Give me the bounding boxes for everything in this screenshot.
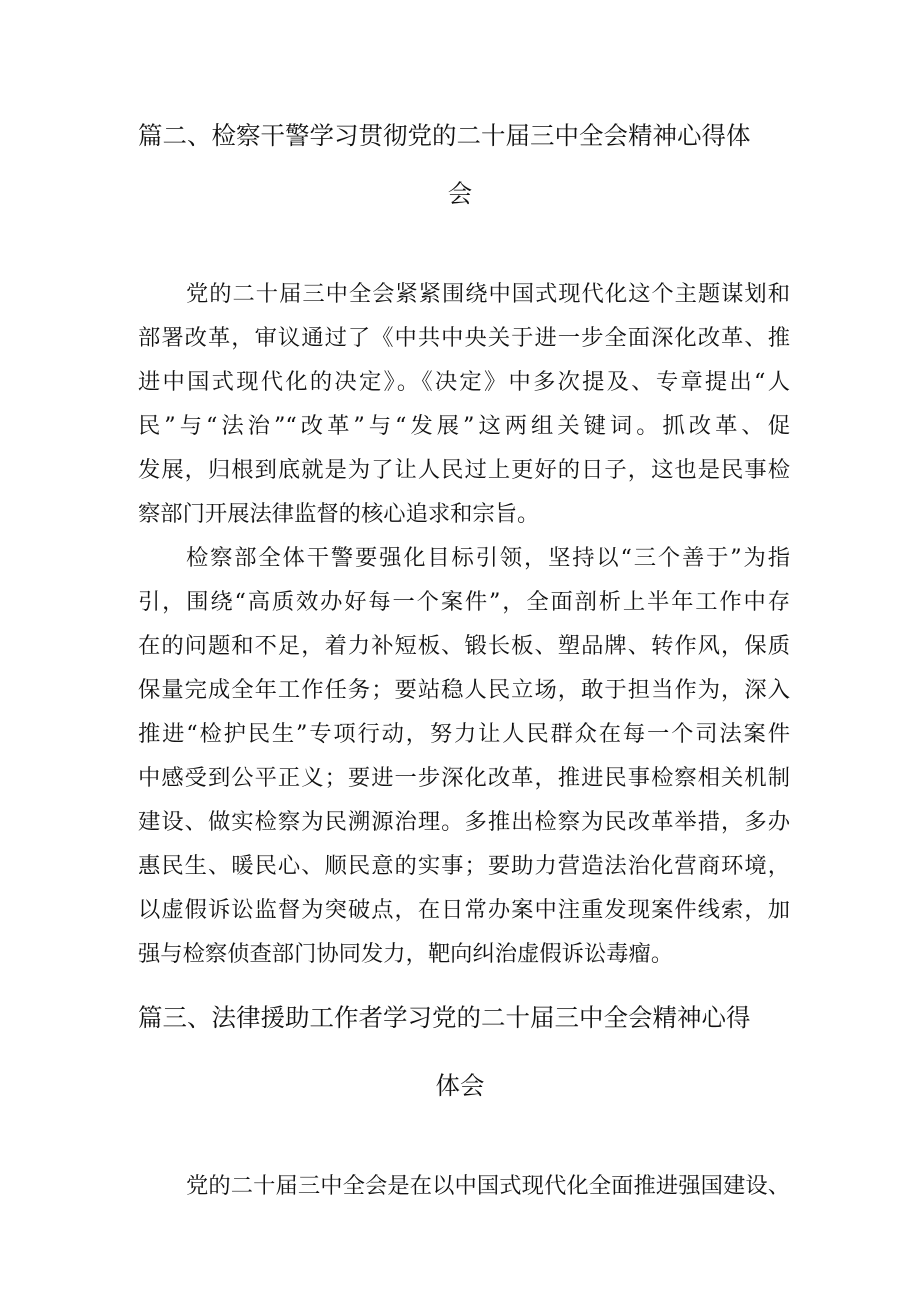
paragraph-line: 惠民生、暖民心、顺民意的实事；要助力营造法治化营商环境， (138, 853, 790, 879)
paragraph-line: 强与检察侦查部门协同发力，靶向纠治虚假诉讼毒瘤。 (138, 941, 674, 967)
paragraph-line: 引，围绕“高质效办好每一个案件”，全面剖析上半年工作中存 (138, 589, 790, 615)
paragraph-line: 进中国式现代化的决定》。《决定》中多次提及、专章提出“人 (138, 369, 790, 395)
paragraph-line: 中感受到公平正义；要进一步深化改革，推进民事检察相关机制 (138, 765, 790, 791)
paragraph-line: 检察部全体干警要强化目标引领，坚持以“三个善于”为指 (186, 545, 790, 571)
section-2-title-line-2: 会 (447, 179, 473, 208)
section-2-title-line-1: 篇二、检察干警学习贯彻党的二十届三中全会精神心得体 (138, 121, 751, 150)
paragraph-line: 党的二十届三中全会是在以中国式现代化全面推进强国建设、 (186, 1173, 790, 1199)
paragraph-line: 在的问题和不足，着力补短板、锻长板、塑品牌、转作风，保质 (138, 633, 790, 659)
paragraph-line: 推进“检护民生”专项行动，努力让人民群众在每一个司法案件 (138, 721, 790, 747)
paragraph-line: 保量完成全年工作任务；要站稳人民立场，敢于担当作为，深入 (138, 677, 790, 703)
paragraph-line: 党的二十届三中全会紧紧围绕中国式现代化这个主题谋划和 (186, 281, 790, 307)
paragraph-line: 民”与“法治”“改革”与“发展”这两组关键词。抓改革、促 (138, 413, 790, 439)
paragraph-line: 建设、做实检察为民溯源治理。多推出检察为民改革举措，多办 (138, 809, 790, 835)
section-3-title-line-2: 体会 (435, 1071, 485, 1100)
paragraph-line: 察部门开展法律监督的核心追求和宗旨。 (138, 501, 540, 527)
paragraph-line: 部署改革，审议通过了《中共中央关于进一步全面深化改革、推 (138, 325, 790, 351)
paragraph-line: 发展，归根到底就是为了让人民过上更好的日子，这也是民事检 (138, 457, 790, 483)
section-3-title-line-1: 篇三、法律援助工作者学习党的二十届三中全会精神心得 (138, 1003, 751, 1032)
paragraph-line: 以虚假诉讼监督为突破点，在日常办案中注重发现案件线索，加 (138, 897, 790, 923)
